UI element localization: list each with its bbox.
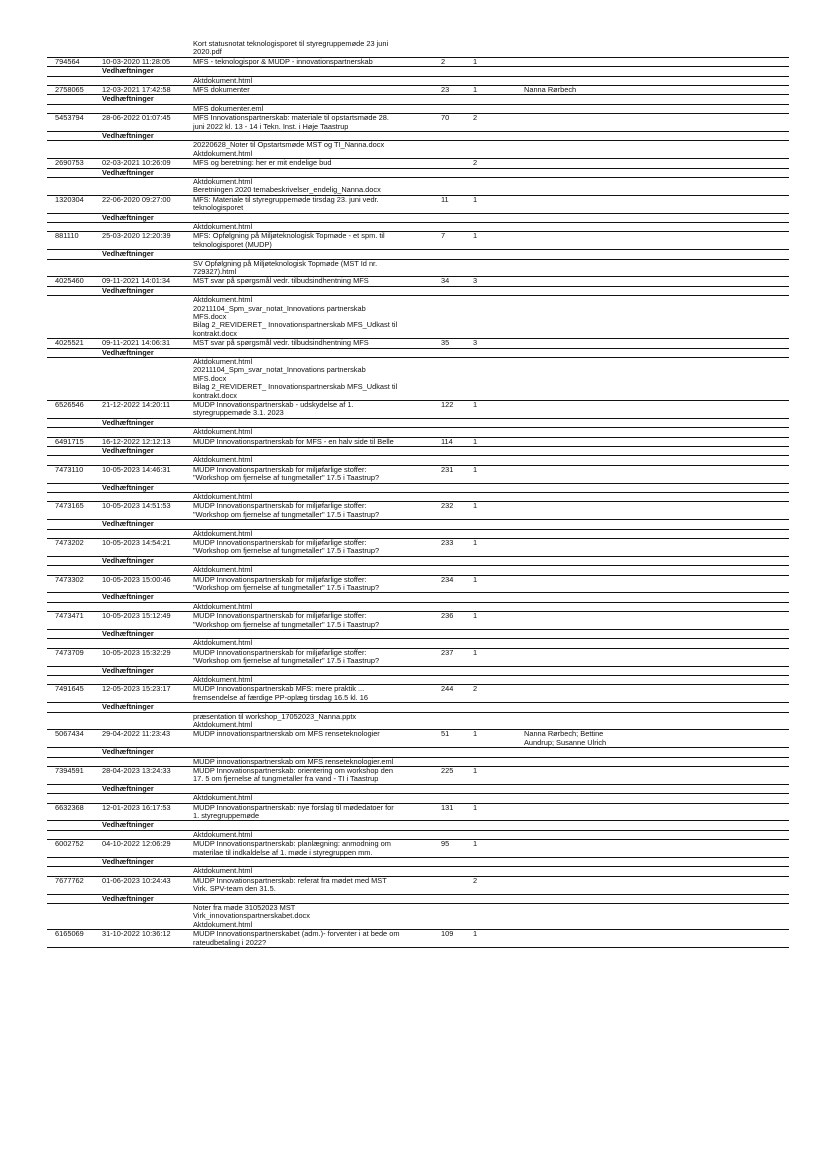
attachment-filename: MUDP innovationspartnerskab om MFS renseteknologier.eml (193, 756, 394, 766)
record-number: 7 (441, 231, 446, 241)
attachment-filename: Virk_innovationspartnerskabet.docx (193, 911, 310, 921)
record-number: 23 (441, 85, 450, 94)
record-title: MUDP Innovationspartnerskab for miljøfarlige stoffer: (193, 501, 367, 511)
record-attachment-count: 3 (473, 338, 478, 348)
attachments-label: Vedhæftninger (102, 347, 154, 357)
row-divider (47, 757, 789, 758)
record-attachment-count: 3 (473, 276, 478, 286)
record-title: MUDP Innovationspartnerskab: planlægning: anmodning om (193, 839, 391, 849)
record-title: MUDP Innovationspartnerskab for MFS - en halv side til Belle (193, 436, 394, 446)
record-title: "Workshop om fjernelse af tungmetaller" 17.5 i Taastrup? (193, 583, 380, 592)
record-date: 10-03-2020 11:28:05 (102, 56, 171, 66)
record-title: "Workshop om fjernelse af tungmetaller" 17.5 i Taastrup? (193, 546, 380, 556)
attachment-filename: 20211104_Spm_svar_notat_Innovations partnerskab (193, 365, 366, 375)
record-title: MFS: Materiale til styregruppemøde tirsdag 23. juni vedr. (193, 194, 379, 204)
record-date: 02-03-2021 10:26:09 (102, 158, 171, 168)
attachment-filename: Kort statusnotat teknologisporet til styregruppemøde 23 juni (193, 39, 389, 48)
record-number: 114 (441, 436, 453, 446)
record-date: 28-04-2023 13:24:33 (102, 766, 171, 775)
row-divider (47, 213, 789, 214)
attachments-label: Vedhæftninger (102, 212, 154, 222)
record-title: teknologisporet (MUDP) (193, 239, 272, 249)
record-title: MST svar på spørgsmål vedr. tilbudsindhentning MFS (193, 338, 369, 348)
row-divider (47, 295, 789, 296)
record-number: 109 (441, 929, 454, 939)
row-divider (47, 140, 789, 141)
record-attachment-count: 1 (473, 538, 478, 547)
record-number: 233 (441, 538, 454, 547)
row-divider (47, 446, 789, 447)
attachment-filename: Aktdokument.html (193, 720, 253, 729)
record-date: 29-04-2022 11:23:43 (102, 729, 171, 739)
attachments-label: Vedhæftninger (102, 519, 154, 529)
row-divider (47, 866, 789, 867)
attachment-filename: Aktdokument.html (193, 148, 253, 158)
record-number: 131 (441, 802, 454, 812)
row-divider (47, 483, 789, 484)
row-divider (47, 675, 789, 676)
record-title: Virk. SPV-team den 31.5. (193, 884, 276, 894)
attachments-label: Vedhæftninger (102, 66, 154, 76)
record-title: styregruppemøde 3.1. 2023 (193, 408, 284, 418)
record-title: fremsendelse af færdige PP-oplæg tirsdag 16.5 kl. 16 (193, 692, 369, 702)
attachment-filename: 729327).html (193, 267, 237, 276)
row-divider (47, 529, 789, 530)
row-divider (47, 784, 789, 785)
record-number: 51 (441, 729, 450, 739)
row-divider (47, 177, 789, 178)
record-attachment-count: 2 (473, 875, 478, 885)
record-attachment-count: 1 (473, 194, 478, 204)
record-title: rateudbetaling i 2022? (193, 937, 267, 947)
attachment-filename: Aktdokument.html (193, 528, 253, 538)
row-divider (47, 104, 789, 105)
row-divider (47, 747, 789, 748)
row-divider (47, 519, 789, 520)
row-divider (47, 602, 789, 603)
row-divider (47, 830, 789, 831)
record-title: "Workshop om fjernelse af tungmetaller" 17.5 i Taastrup? (193, 619, 380, 629)
record-title: 17. 5 om fjernelse af tungmetaller fra vand - TI i Taastrup (193, 774, 379, 784)
record-date: 31-10-2022 10:36:12 (102, 929, 171, 939)
attachments-label: Vedhæftninger (102, 131, 154, 140)
attachment-filename: Aktdokument.html (193, 357, 253, 366)
attachments-label: Vedhæftninger (102, 249, 154, 259)
record-attachment-count: 1 (473, 400, 478, 409)
attachments-label: Vedhæftninger (102, 482, 154, 492)
record-recipients: Aundrup; Susanne Ulrich (524, 737, 607, 747)
attachment-filename: Aktdokument.html (193, 829, 253, 839)
attachments-label: Vedhæftninger (102, 446, 154, 455)
attachments-label: Vedhæftninger (102, 665, 154, 675)
record-attachment-count: 1 (473, 839, 478, 849)
record-number: 234 (441, 574, 454, 584)
record-id: 6002752 (55, 839, 84, 849)
row-divider (47, 94, 789, 95)
record-title: MUDP Innovationspartnerskab: nye forslag til mødedatoer for (193, 802, 394, 812)
attachment-filename: 2020.pdf (193, 47, 222, 57)
record-title: MFS dokumenter (193, 85, 250, 94)
record-title: 1. styregruppemøde (193, 811, 260, 820)
record-recipients: Nanna Rørbech (524, 85, 577, 94)
record-date: 10-05-2023 14:51:53 (102, 501, 171, 511)
record-date: 10-05-2023 15:32:29 (102, 647, 171, 657)
row-divider (47, 947, 789, 948)
record-number: 232 (441, 501, 454, 511)
record-title: MFS og beretning: her er mit endelige bud (193, 158, 332, 168)
attachment-filename: Beretningen 2020 temabeskrivelser_endelig_Nanna.docx (193, 185, 381, 195)
attachment-filename: Noter fra møde 31052023 MST (193, 903, 296, 912)
record-date: 28-06-2022 01:07:45 (102, 113, 171, 123)
record-id: 2690753 (55, 158, 84, 168)
attachments-label: Vedhæftninger (102, 167, 154, 177)
record-number: 236 (441, 611, 454, 621)
record-title: MUDP Innovationspartnerskab: referat fra mødet med MST (193, 875, 387, 885)
attachment-filename: Aktdokument.html (193, 455, 253, 465)
row-divider (47, 556, 789, 557)
row-divider (47, 492, 789, 493)
attachment-filename: Aktdokument.html (193, 295, 253, 305)
attachment-filename: Aktdokument.html (193, 492, 253, 501)
record-id: 7473202 (55, 538, 84, 547)
record-date: 25-03-2020 12:20:39 (102, 231, 171, 241)
record-id: 1320304 (55, 194, 84, 204)
record-title: MUDP Innovationspartnerskabet (adm.)- forventer i at bede om (193, 929, 400, 939)
record-title: MUDP Innovationspartnerskab: orientering om workshop den (193, 766, 393, 775)
record-title: MST svar på spørgsmål vedr. tilbudsindhentning MFS (193, 276, 369, 286)
attachment-filename: kontrakt.docx (193, 390, 237, 400)
record-recipients: Nanna Rørbech; Bettine (524, 729, 604, 739)
record-id: 7473302 (55, 574, 84, 584)
attachments-label: Vedhæftninger (102, 592, 154, 602)
attachments-label: Vedhæftninger (102, 820, 154, 830)
record-id: 4025521 (55, 338, 84, 348)
row-divider (47, 702, 789, 703)
record-title: MUDP Innovationspartnerskab for miljøfarlige stoffer: (193, 647, 367, 657)
record-attachment-count: 1 (473, 729, 478, 739)
attachment-filename: Bilag 2_REVIDERET_ Innovationspartnerskab MFS_Udkast til (193, 320, 398, 330)
row-divider (47, 131, 789, 132)
record-attachment-count: 1 (473, 231, 478, 241)
attachment-filename: Aktdokument.html (193, 565, 253, 575)
attachment-filename: SV Opfølgning på Miljøteknologisk Topmøde (MST Id nr. (193, 258, 378, 268)
record-id: 6632368 (55, 802, 84, 812)
record-number: 34 (441, 276, 450, 286)
record-number: 11 (441, 194, 449, 204)
record-date: 01-06-2023 10:24:43 (102, 875, 171, 885)
record-date: 12-01-2023 16:17:53 (102, 802, 171, 812)
attachments-label: Vedhæftninger (102, 417, 154, 427)
row-divider (47, 348, 789, 349)
record-title: MFS - teknologispor & MUDP - innovationspartnerskab (193, 56, 373, 66)
row-divider (47, 629, 789, 630)
record-date: 22-06-2020 09:27:00 (102, 194, 171, 204)
row-divider (47, 222, 789, 223)
record-attachment-count: 2 (473, 158, 478, 168)
attachment-filename: Aktdokument.html (193, 675, 253, 684)
attachment-filename: MFS dokumenter.eml (193, 103, 264, 113)
record-attachment-count: 1 (473, 436, 478, 446)
record-attachment-count: 1 (473, 85, 478, 94)
row-divider (47, 427, 789, 428)
record-date: 09-11-2021 14:06:31 (102, 338, 171, 348)
record-title: MUDP innovationspartnerskab om MFS renseteknologier (193, 729, 380, 739)
record-date: 12-05-2023 15:23:17 (102, 684, 171, 694)
row-divider (47, 249, 789, 250)
record-id: 7394591 (55, 766, 84, 775)
record-date: 04-10-2022 12:06:29 (102, 839, 171, 849)
attachments-label: Vedhæftninger (102, 893, 154, 903)
record-title: "Workshop om fjernelse af tungmetaller" 17.5 i Taastrup? (193, 509, 380, 519)
row-divider (47, 638, 789, 639)
row-divider (47, 793, 789, 794)
record-number: 95 (441, 839, 450, 849)
record-title: teknologisporet (193, 203, 244, 213)
attachment-filename: kontrakt.docx (193, 328, 237, 338)
record-attachment-count: 1 (473, 574, 478, 584)
record-attachment-count: 1 (473, 464, 478, 474)
record-title: MUDP Innovationspartnerskab for miljøfarlige stoffer: (193, 611, 367, 621)
attachment-filename: 20211104_Spm_svar_notat_Innovations partnerskab (193, 303, 366, 313)
record-attachment-count: 1 (473, 929, 478, 939)
record-title: materilae til indkaldelse af 1. møde i styregruppen mm. (193, 847, 373, 857)
record-id: 7473165 (55, 501, 84, 511)
record-id: 881110 (55, 231, 79, 241)
record-attachment-count: 1 (473, 611, 478, 621)
record-id: 5067434 (55, 729, 84, 739)
record-date: 10-05-2023 15:12:49 (102, 611, 171, 621)
attachment-filename: Aktdokument.html (193, 601, 253, 611)
attachment-filename: Aktdokument.html (193, 638, 253, 648)
record-title: MFS: Opfølgning på Miljøteknologisk Topmøde - et spm. til (193, 231, 385, 241)
attachment-filename: 20220628_Noter til Opstartsmøde MST og TI_Nanna.docx (193, 140, 385, 150)
record-date: 21-12-2022 14:20:11 (102, 400, 171, 409)
record-number: 122 (441, 400, 454, 409)
row-divider (47, 666, 789, 667)
record-attachment-count: 1 (473, 647, 478, 657)
record-attachment-count: 2 (473, 684, 478, 694)
record-number: 244 (441, 684, 454, 694)
record-id: 5453794 (55, 113, 84, 123)
record-id: 7491645 (55, 684, 84, 694)
record-number: 231 (441, 464, 454, 474)
record-attachment-count: 1 (473, 766, 478, 775)
row-divider (47, 820, 789, 821)
record-number: 2 (441, 56, 446, 66)
record-title: MUDP Innovationspartnerskab for miljøfarlige stoffer: (193, 574, 367, 584)
record-date: 10-05-2023 14:54:21 (102, 538, 171, 547)
record-date: 16-12-2022 12:12:13 (102, 436, 171, 446)
record-title: "Workshop om fjernelse af tungmetaller" 17.5 i Taastrup? (193, 656, 380, 666)
record-id: 7473471 (55, 611, 84, 621)
record-id: 7473709 (55, 647, 84, 657)
row-divider (47, 76, 789, 77)
attachment-filename: Aktdokument.html (193, 427, 253, 437)
row-divider (47, 168, 789, 169)
row-divider (47, 286, 789, 287)
row-divider (47, 712, 789, 713)
record-id: 6526546 (55, 400, 84, 409)
record-id: 7473110 (55, 464, 84, 474)
record-id: 2758065 (55, 85, 84, 94)
row-divider (47, 418, 789, 419)
record-date: 09-11-2021 14:01:34 (102, 276, 171, 286)
attachments-label: Vedhæftninger (102, 702, 154, 712)
attachment-filename: MFS.docx (193, 373, 227, 383)
attachments-label: Vedhæftninger (102, 783, 154, 793)
row-divider (47, 565, 789, 566)
record-id: 6165069 (55, 929, 84, 939)
record-id: 7677762 (55, 875, 84, 885)
record-number: 237 (441, 647, 454, 657)
record-number: 225 (441, 766, 454, 775)
attachment-filename: Aktdokument.html (193, 222, 253, 231)
attachment-filename: Aktdokument.html (193, 919, 253, 929)
attachments-label: Vedhæftninger (102, 857, 154, 866)
attachment-filename: MFS.docx (193, 312, 227, 321)
record-id: 4025460 (55, 276, 84, 286)
record-id: 6491715 (55, 436, 84, 446)
attachments-label: Vedhæftninger (102, 285, 154, 295)
row-divider (47, 592, 789, 593)
attachment-filename: Aktdokument.html (193, 866, 253, 876)
attachments-label: Vedhæftninger (102, 747, 154, 757)
record-attachment-count: 1 (473, 501, 478, 511)
record-title: juni 2022 kl. 13 - 14 i Tekn. Inst. i Høje Taastrup (193, 121, 349, 131)
record-attachment-count: 1 (473, 802, 478, 812)
record-title: MUDP Innovationspartnerskab MFS: mere praktik ... (193, 684, 365, 694)
row-divider (47, 857, 789, 858)
attachments-label: Vedhæftninger (102, 555, 154, 565)
attachment-filename: Aktdokument.html (193, 793, 253, 803)
record-title: MUDP Innovationspartnerskab for miljøfarlige stoffer: (193, 538, 367, 547)
record-title: "Workshop om fjernelse af tungmetaller" 17.5 i Taastrup? (193, 473, 380, 483)
record-date: 10-05-2023 15:00:46 (102, 574, 171, 584)
record-number: 35 (441, 338, 450, 348)
record-attachment-count: 1 (473, 56, 478, 66)
attachment-filename: Bilag 2_REVIDERET_ Innovationspartnerskab MFS_Udkast til (193, 382, 398, 392)
record-date: 12-03-2021 17:42:58 (102, 85, 171, 94)
row-divider (47, 259, 789, 260)
record-attachment-count: 2 (473, 113, 478, 123)
attachments-label: Vedhæftninger (102, 94, 154, 104)
record-title: MUDP Innovationspartnerskab - udskydelse af 1. (193, 400, 354, 409)
row-divider (47, 455, 789, 456)
attachment-filename: Aktdokument.html (193, 75, 253, 85)
row-divider (47, 903, 789, 904)
row-divider (47, 66, 789, 67)
record-title: MFS Innovationspartnerskab: materiale til opstartsmøde 28. (193, 113, 389, 123)
record-id: 794564 (55, 56, 80, 66)
row-divider (47, 894, 789, 895)
record-title: MUDP Innovationspartnerskab for miljøfarlige stoffer: (193, 464, 367, 474)
attachments-label: Vedhæftninger (102, 629, 154, 638)
attachment-filename: præsentation til workshop_17052023_Nanna.pptx (193, 711, 357, 721)
record-number: 70 (441, 113, 450, 123)
row-divider (47, 357, 789, 358)
record-date: 10-05-2023 14:46:31 (102, 464, 171, 474)
attachment-filename: Aktdokument.html (193, 177, 253, 186)
